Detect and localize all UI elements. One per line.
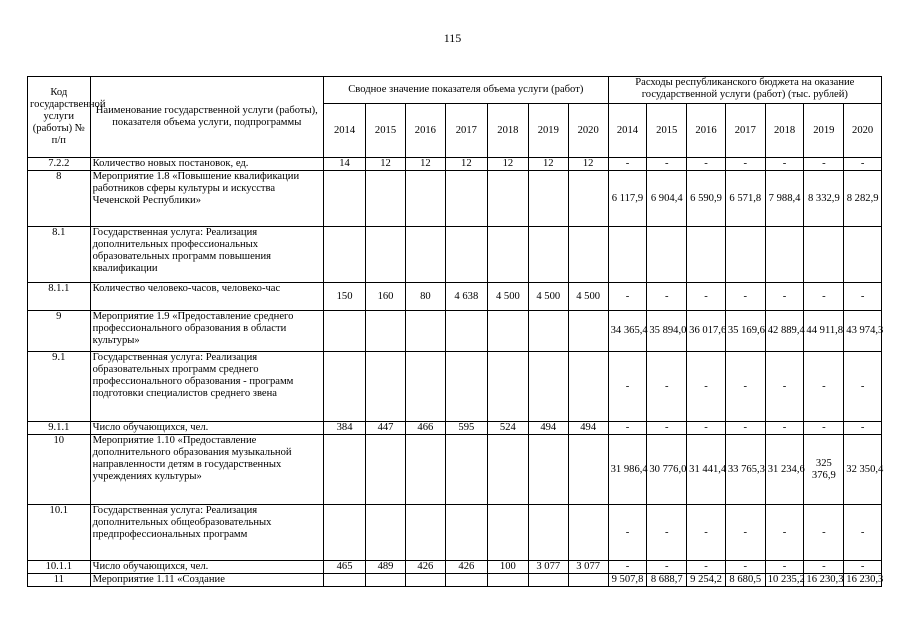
table-row <box>28 574 882 587</box>
header-budget-year: 2020 <box>844 104 882 158</box>
budget-cell: - <box>647 283 687 311</box>
volume-cell <box>366 227 406 283</box>
volume-cell <box>528 435 568 505</box>
budget-cell: - <box>844 505 882 561</box>
header-budget-year: 2019 <box>804 104 844 158</box>
volume-cell <box>366 352 406 422</box>
budget-cell: 8 282,9 <box>844 171 882 227</box>
budget-cell: - <box>804 283 844 311</box>
header-budget-group: Расходы республиканского бюджета на оказание государственной услуги (работ) (тыс. рублей) <box>608 77 881 104</box>
budget-cell: - <box>647 422 687 435</box>
budget-cell: - <box>804 352 844 422</box>
row-name: Количество новых постановок, ед. <box>90 158 323 171</box>
budget-cell: - <box>725 158 765 171</box>
table-header <box>28 77 882 158</box>
volume-cell <box>568 505 608 561</box>
volume-cell <box>445 505 487 561</box>
budget-cell <box>804 227 844 283</box>
budget-cell: 44 911,8 <box>804 311 844 352</box>
volume-cell <box>366 574 406 587</box>
budget-cell: - <box>765 505 804 561</box>
row-name: Число обучающихся, чел. <box>90 561 323 574</box>
budget-cell: - <box>647 561 687 574</box>
budget-cell <box>844 227 882 283</box>
volume-cell: 12 <box>568 158 608 171</box>
budget-cell: - <box>804 158 844 171</box>
header-budget-year: 2017 <box>725 104 765 158</box>
row-code: 8.1.1 <box>28 283 91 311</box>
header-volume-year: 2019 <box>528 104 568 158</box>
budget-cell: - <box>608 505 647 561</box>
budget-cell: 30 776,0 <box>647 435 687 505</box>
row-code: 7.2.2 <box>28 158 91 171</box>
volume-cell <box>323 352 365 422</box>
budget-cell: 35 169,6 <box>725 311 765 352</box>
budget-cell: - <box>804 561 844 574</box>
volume-cell <box>445 352 487 422</box>
volume-cell: 447 <box>366 422 406 435</box>
volume-cell <box>323 505 365 561</box>
volume-cell <box>568 311 608 352</box>
volume-cell <box>405 227 445 283</box>
budget-cell <box>725 227 765 283</box>
budget-cell: 42 889,4 <box>765 311 804 352</box>
header-budget-year: 2018 <box>765 104 804 158</box>
row-name: Число обучающихся, чел. <box>90 422 323 435</box>
volume-cell: 12 <box>445 158 487 171</box>
budget-cell: 43 974,3 <box>844 311 882 352</box>
table-body <box>28 158 882 587</box>
volume-cell <box>487 171 528 227</box>
budget-cell <box>647 227 687 283</box>
budget-cell: 325 376,9 <box>804 435 844 505</box>
budget-cell: - <box>804 505 844 561</box>
budget-cell: 16 230,3 <box>804 574 844 587</box>
volume-cell: 160 <box>366 283 406 311</box>
budget-cell: - <box>765 158 804 171</box>
volume-cell <box>528 171 568 227</box>
table-row <box>28 158 882 171</box>
budget-cell: 34 365,4 <box>608 311 647 352</box>
budget-cell: - <box>725 505 765 561</box>
volume-cell <box>366 311 406 352</box>
budget-cell: 33 765,3 <box>725 435 765 505</box>
header-name: Наименование государственной услуги (работы), показателя объема услуги, подпрограммы <box>90 77 323 158</box>
budget-cell: - <box>725 422 765 435</box>
budget-cell: 36 017,6 <box>687 311 726 352</box>
budget-cell: 35 894,0 <box>647 311 687 352</box>
volume-cell <box>528 227 568 283</box>
volume-cell <box>405 352 445 422</box>
row-code: 9 <box>28 311 91 352</box>
volume-cell <box>487 227 528 283</box>
budget-cell: - <box>608 352 647 422</box>
row-name: Мероприятие 1.9 «Предоставление среднего профессионального образования в области культуры» <box>90 311 323 352</box>
volume-cell <box>405 311 445 352</box>
table-row <box>28 422 882 435</box>
volume-cell <box>568 574 608 587</box>
volume-cell <box>405 574 445 587</box>
budget-cell: 31 986,4 <box>608 435 647 505</box>
budget-cell: 9 254,2 <box>687 574 726 587</box>
volume-cell <box>323 435 365 505</box>
budget-cell: - <box>765 352 804 422</box>
table-row <box>28 505 882 561</box>
budget-cell: - <box>608 561 647 574</box>
budget-cell: 6 590,9 <box>687 171 726 227</box>
budget-cell: - <box>844 561 882 574</box>
budget-cell: - <box>765 422 804 435</box>
volume-cell <box>487 505 528 561</box>
row-name: Государственная услуга: Реализация образовательных программ среднего профессионального образования - программ подготовки специалистов среднего звена <box>90 352 323 422</box>
volume-cell: 4 500 <box>528 283 568 311</box>
header-budget-year: 2016 <box>687 104 726 158</box>
volume-cell <box>445 574 487 587</box>
volume-cell: 12 <box>405 158 445 171</box>
budget-cell: - <box>765 561 804 574</box>
budget-cell: - <box>844 352 882 422</box>
budget-cell: 6 904,4 <box>647 171 687 227</box>
budget-cell: 6 571,8 <box>725 171 765 227</box>
budget-cell <box>608 227 647 283</box>
budget-cell: - <box>647 505 687 561</box>
volume-cell: 4 500 <box>487 283 528 311</box>
volume-cell <box>323 574 365 587</box>
budget-cell: - <box>647 352 687 422</box>
budget-cell: - <box>844 158 882 171</box>
budget-cell: - <box>687 352 726 422</box>
row-code: 10.1.1 <box>28 561 91 574</box>
volume-cell: 595 <box>445 422 487 435</box>
row-name: Количество человеко-часов, человеко-час <box>90 283 323 311</box>
volume-cell <box>445 227 487 283</box>
row-code: 10.1 <box>28 505 91 561</box>
header-budget-year: 2014 <box>608 104 647 158</box>
volume-cell: 12 <box>528 158 568 171</box>
page-number: 115 <box>443 31 462 45</box>
row-code: 11 <box>28 574 91 587</box>
volume-cell: 494 <box>528 422 568 435</box>
header-volume-year: 2015 <box>366 104 406 158</box>
header-volume-year: 2018 <box>487 104 528 158</box>
volume-cell <box>568 352 608 422</box>
volume-cell <box>528 352 568 422</box>
volume-cell: 465 <box>323 561 365 574</box>
budget-cell: - <box>687 422 726 435</box>
volume-cell: 524 <box>487 422 528 435</box>
volume-cell <box>445 435 487 505</box>
volume-cell <box>487 311 528 352</box>
volume-cell <box>568 227 608 283</box>
header-volume-group: Сводное значение показателя объема услуги (работ) <box>323 77 608 104</box>
row-name: Мероприятие 1.8 «Повышение квалификации работников сферы культуры и искусства Чеченской Республики» <box>90 171 323 227</box>
budget-cell <box>687 227 726 283</box>
volume-cell <box>366 171 406 227</box>
volume-cell <box>487 574 528 587</box>
volume-cell: 384 <box>323 422 365 435</box>
table-row <box>28 283 882 311</box>
header-volume-year: 2020 <box>568 104 608 158</box>
volume-cell: 4 500 <box>568 283 608 311</box>
volume-cell <box>568 171 608 227</box>
volume-cell <box>528 505 568 561</box>
table-row <box>28 352 882 422</box>
budget-cell: 6 117,9 <box>608 171 647 227</box>
volume-cell <box>323 227 365 283</box>
volume-cell: 426 <box>445 561 487 574</box>
budget-cell: 8 688,7 <box>647 574 687 587</box>
budget-cell: 8 680,5 <box>725 574 765 587</box>
volume-cell <box>405 171 445 227</box>
budget-cell: - <box>687 158 726 171</box>
volume-cell <box>405 505 445 561</box>
row-code: 8 <box>28 171 91 227</box>
budget-cell: - <box>687 505 726 561</box>
budget-cell: - <box>608 158 647 171</box>
table-row <box>28 227 882 283</box>
budget-cell: 7 988,4 <box>765 171 804 227</box>
volume-cell: 12 <box>366 158 406 171</box>
budget-cell: - <box>844 422 882 435</box>
volume-cell <box>568 435 608 505</box>
volume-cell <box>487 352 528 422</box>
row-name: Государственная услуга: Реализация дополнительных общеобразовательных предпрофессиональных программ <box>90 505 323 561</box>
budget-cell <box>765 227 804 283</box>
row-code: 9.1.1 <box>28 422 91 435</box>
volume-cell <box>366 435 406 505</box>
budget-cell: - <box>687 561 726 574</box>
budget-cell: 16 230,3 <box>844 574 882 587</box>
row-code: 9.1 <box>28 352 91 422</box>
budget-cell: 8 332,9 <box>804 171 844 227</box>
volume-cell <box>487 435 528 505</box>
budget-cell: - <box>647 158 687 171</box>
budget-cell: - <box>725 561 765 574</box>
budget-cell: - <box>804 422 844 435</box>
table-row <box>28 171 882 227</box>
volume-cell <box>405 435 445 505</box>
budget-cell: - <box>608 422 647 435</box>
header-code: Код государственной услуги (работы) № п/п <box>28 77 91 158</box>
budget-cell: 10 235,2 <box>765 574 804 587</box>
budget-table <box>27 76 882 587</box>
volume-cell <box>323 171 365 227</box>
volume-cell: 4 638 <box>445 283 487 311</box>
row-code: 8.1 <box>28 227 91 283</box>
budget-cell: - <box>844 283 882 311</box>
row-name: Мероприятие 1.10 «Предоставление дополнительного образования музыкальной направленности детям в государственных учреждениях культуры» <box>90 435 323 505</box>
header-budget-year: 2015 <box>647 104 687 158</box>
budget-cell: 32 350,4 <box>844 435 882 505</box>
volume-cell <box>323 311 365 352</box>
volume-cell: 426 <box>405 561 445 574</box>
volume-cell: 489 <box>366 561 406 574</box>
table-row <box>28 561 882 574</box>
budget-cell: - <box>725 352 765 422</box>
budget-cell: - <box>765 283 804 311</box>
row-name: Государственная услуга: Реализация дополнительных профессиональных образовательных программ повышения квалификации <box>90 227 323 283</box>
budget-cell: 31 234,6 <box>765 435 804 505</box>
volume-cell: 3 077 <box>568 561 608 574</box>
budget-cell: 9 507,8 <box>608 574 647 587</box>
volume-cell: 80 <box>405 283 445 311</box>
volume-cell <box>445 311 487 352</box>
budget-cell: - <box>687 283 726 311</box>
volume-cell: 3 077 <box>528 561 568 574</box>
volume-cell: 14 <box>323 158 365 171</box>
volume-cell: 150 <box>323 283 365 311</box>
volume-cell <box>528 311 568 352</box>
header-volume-year: 2017 <box>445 104 487 158</box>
budget-cell: - <box>608 283 647 311</box>
volume-cell: 100 <box>487 561 528 574</box>
volume-cell <box>366 505 406 561</box>
volume-cell <box>445 171 487 227</box>
header-volume-year: 2016 <box>405 104 445 158</box>
volume-cell: 12 <box>487 158 528 171</box>
budget-cell: - <box>725 283 765 311</box>
volume-cell <box>528 574 568 587</box>
budget-cell: 31 441,4 <box>687 435 726 505</box>
volume-cell: 466 <box>405 422 445 435</box>
row-code: 10 <box>28 435 91 505</box>
table-row <box>28 311 882 352</box>
volume-cell: 494 <box>568 422 608 435</box>
row-name: Мероприятие 1.11 «Создание <box>90 574 323 587</box>
table-row <box>28 435 882 505</box>
header-volume-year: 2014 <box>323 104 365 158</box>
